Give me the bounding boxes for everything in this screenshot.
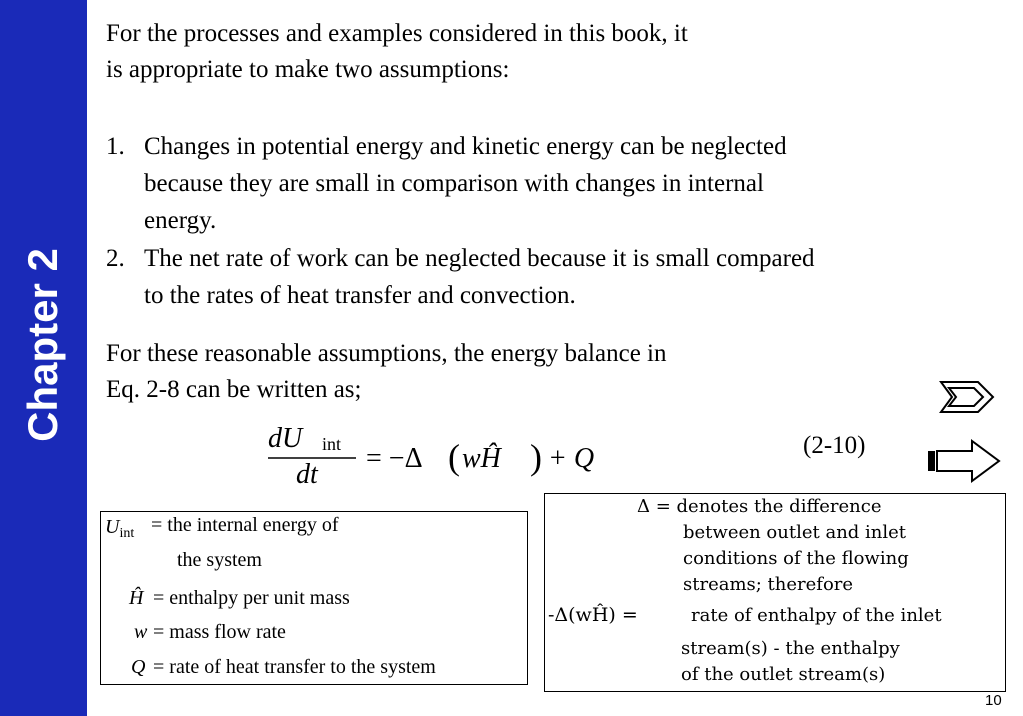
def-u-text-2: the system — [177, 549, 262, 571]
def-u-symbol: $U_{int}$ — [105, 516, 135, 541]
delta-line-4: streams; therefore — [683, 574, 854, 595]
eq-du: dU — [268, 423, 303, 454]
chapter-sidebar — [0, 0, 87, 716]
eq-minus-delta: = −Δ — [366, 443, 423, 474]
page-number: 10 — [985, 692, 1002, 709]
lead-line-1: For these reasonable assumptions, the energy balance in — [106, 340, 667, 367]
def-h-symbol: Ĥ — [129, 587, 144, 609]
delta-expression: -Δ(wĤ) = — [548, 604, 638, 626]
delta-line-3: conditions of the flowing — [683, 548, 909, 569]
delta-note-box — [544, 493, 1006, 692]
intro-line-2: is appropriate to make two assumptions: — [106, 56, 510, 83]
eq-int-sub: int — [322, 434, 342, 454]
eq-wh: wĤ — [462, 443, 501, 474]
assumption-line: because they are small in comparison with changes in internal — [144, 170, 764, 197]
def-w-symbol: w — [134, 621, 148, 643]
assumption-item-1 — [106, 128, 1006, 239]
energy-balance-equation — [262, 415, 622, 490]
forward-arrow-icon[interactable] — [926, 438, 1002, 484]
def-q-symbol: Q — [131, 656, 146, 678]
next-slide-icon[interactable] — [938, 378, 996, 416]
eq-plus-q: + Q — [548, 443, 595, 474]
assumption-line: to the rates of heat transfer and convection. — [144, 282, 576, 309]
assumption-number: 1. — [106, 133, 125, 160]
def-w-text: = mass flow rate — [153, 621, 286, 643]
delta-line-7: of the outlet stream(s) — [681, 664, 886, 685]
assumption-line: Changes in potential energy and kinetic energy can be neglected — [144, 133, 787, 160]
eq-lparen: ( — [448, 437, 460, 477]
def-h-text: = enthalpy per unit mass — [153, 587, 350, 609]
eq-dt: dt — [296, 459, 318, 490]
lead-line-2: Eq. 2-8 can be written as; — [106, 376, 362, 403]
assumption-item-2 — [106, 240, 1006, 314]
delta-line-2: between outlet and inlet — [683, 522, 907, 543]
assumption-list — [106, 128, 1006, 314]
lead-paragraph — [106, 336, 866, 408]
delta-line-5: rate of enthalpy of the inlet — [691, 605, 942, 626]
assumption-number: 2. — [106, 245, 125, 272]
eq-rparen: ) — [530, 437, 542, 477]
delta-line-1: Δ = denotes the difference — [637, 496, 882, 517]
def-u-text: = the internal energy of — [151, 514, 339, 536]
intro-line-1: For the processes and examples considered in this book, it — [106, 20, 688, 47]
def-q-text: = rate of heat transfer to the system — [153, 656, 436, 678]
assumption-line: energy. — [144, 207, 217, 234]
variable-definitions-box — [100, 511, 528, 685]
chapter-title: Chapter 2 — [19, 248, 66, 442]
delta-line-6: stream(s) - the enthalpy — [681, 638, 900, 659]
equation-number: (2-10) — [803, 432, 866, 459]
intro-paragraph — [106, 16, 866, 88]
assumption-line: The net rate of work can be neglected because it is small compared — [144, 245, 815, 272]
